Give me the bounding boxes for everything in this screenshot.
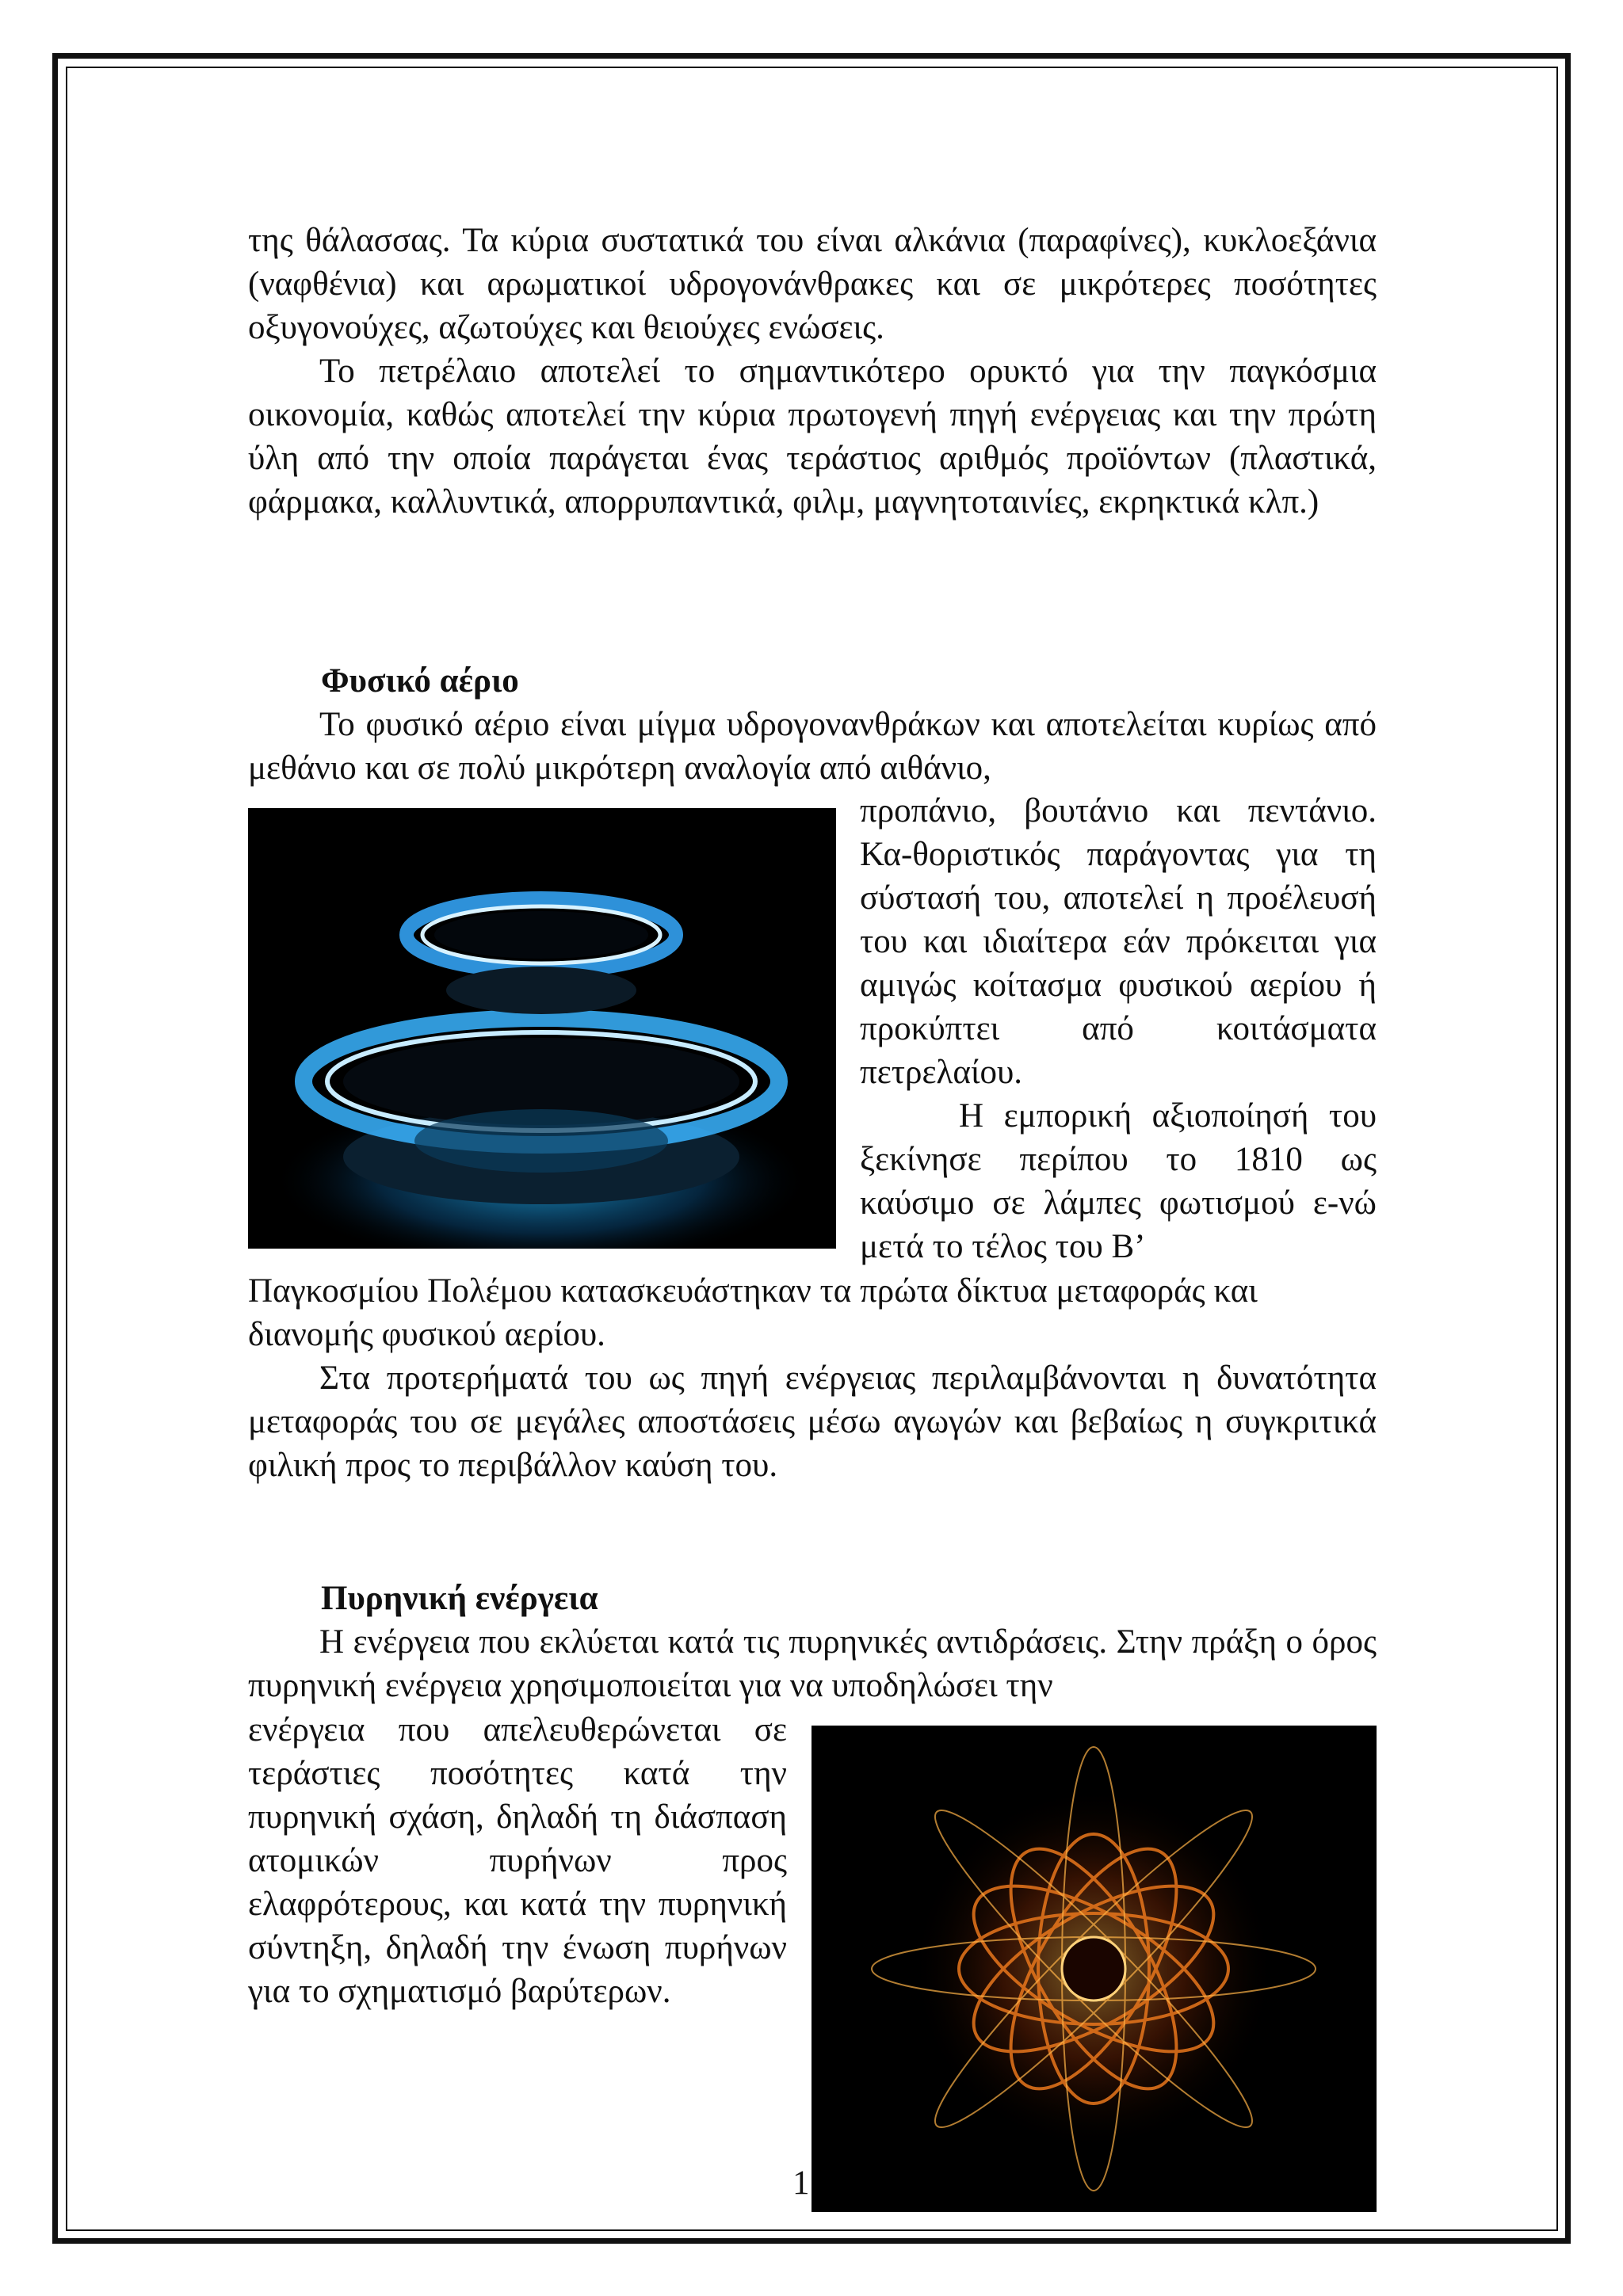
nuclear-atom-photo bbox=[812, 1726, 1377, 2212]
gas-continuation bbox=[248, 1269, 1377, 1487]
nuclear-side-paragraph: ενέργεια που απελευθερώνεται σε τεράστιες ποσότητες κατά την πυρηνική σχάση, δηλαδή τη διάσπαση ατομικών πυρήνων προς ελαφρότερους, και κατά την πυρηνική σύντηξη, δηλαδή την ένωση πυρήνων για το σχηματισμό βαρύτερων. bbox=[248, 1711, 787, 2010]
gas-side-paragraph-2: Η εμπορική αξιοποίησή του ξεκίνησε περίπου το 1810 ως καύσιμο σε λάμπες φωτισμού ε-νώ μετά το τέλος του Β’ bbox=[860, 1097, 1377, 1265]
gas-burner-photo bbox=[248, 808, 836, 1249]
gas-paragraph-3: Στα προτερήματά του ως πηγή ενέργειας περιλαμβάνονται η δυνατότητα μεταφοράς του σε μεγάλες αποστάσεις μέσω αγωγών και βεβαίως η συγκριτικά φιλική προς το περιβάλλον καύση του. bbox=[248, 1360, 1377, 1484]
oil-paragraph-1: της θάλασσας. Τα κύρια συστατικά του είναι αλκάνια (παραφίνες), κυκλοεξάνια (ναφθένια) και αρωματικοί υδρογονάνθρακες και σε μικρότερες ποσότητες οξυγονούχες, αζωτούχες και θειούχες ενώσεις. bbox=[248, 222, 1377, 346]
gas-side-text bbox=[860, 789, 1377, 1268]
gas-heading: Φυσικό αέριο bbox=[321, 662, 519, 700]
nuclear-intro: Η ενέργεια που εκλύεται κατά τις πυρηνικές αντιδράσεις. Στην πράξη ο όρος πυρηνική ενέργεια χρησιμοποιείται για να υποδηλώσει την bbox=[248, 1623, 1377, 1704]
atom-fire-image bbox=[812, 1726, 1377, 2212]
gas-intro: Το φυσικό αέριο είναι μίγμα υδρογονανθράκων και αποτελείται κυρίως από μεθάνιο και σε πολύ μικρότερη αναλογία από αιθάνιο, bbox=[248, 706, 1377, 787]
nuclear-heading: Πυρηνική ενέργεια bbox=[321, 1580, 598, 1617]
gas-continuation-paragraph: Παγκοσμίου Πολέμου κατασκευάστηκαν τα πρώτα δίκτυα μεταφοράς και διανομής φυσικού αερίου. bbox=[248, 1272, 1258, 1353]
oil-section bbox=[248, 219, 1377, 524]
gas-side-paragraph-1: προπάνιο, βουτάνιο και πεντάνιο. Κα-θοριστικός παράγοντας για τη σύστασή του, αποτελεί η προέλευσή του και ιδιαίτερα εάν πρόκειται για αμιγώς κοίτασμα φυσικού αερίου ή προκύπτει από κοιτάσματα πετρελαίου. bbox=[860, 792, 1377, 1091]
oil-paragraph-2: Το πετρέλαιο αποτελεί το σημαντικότερο ορυκτό για την παγκόσμια οικονομία, καθώς αποτελεί την κύρια πρωτογενή πηγή ενέργειας και την πρώτη ύλη από την οποία παράγεται ένας τεράστιος αριθμός προϊόντων (πλαστικά, φάρμακα, καλλυντικά, απορρυπαντικά, φιλμ, μαγνητοταινίες, εκρηκτικά κλπ.) bbox=[248, 353, 1377, 521]
gas-flame-image bbox=[248, 808, 836, 1249]
page-number: 1 bbox=[792, 2164, 810, 2202]
nuclear-side-text bbox=[248, 1708, 787, 2013]
